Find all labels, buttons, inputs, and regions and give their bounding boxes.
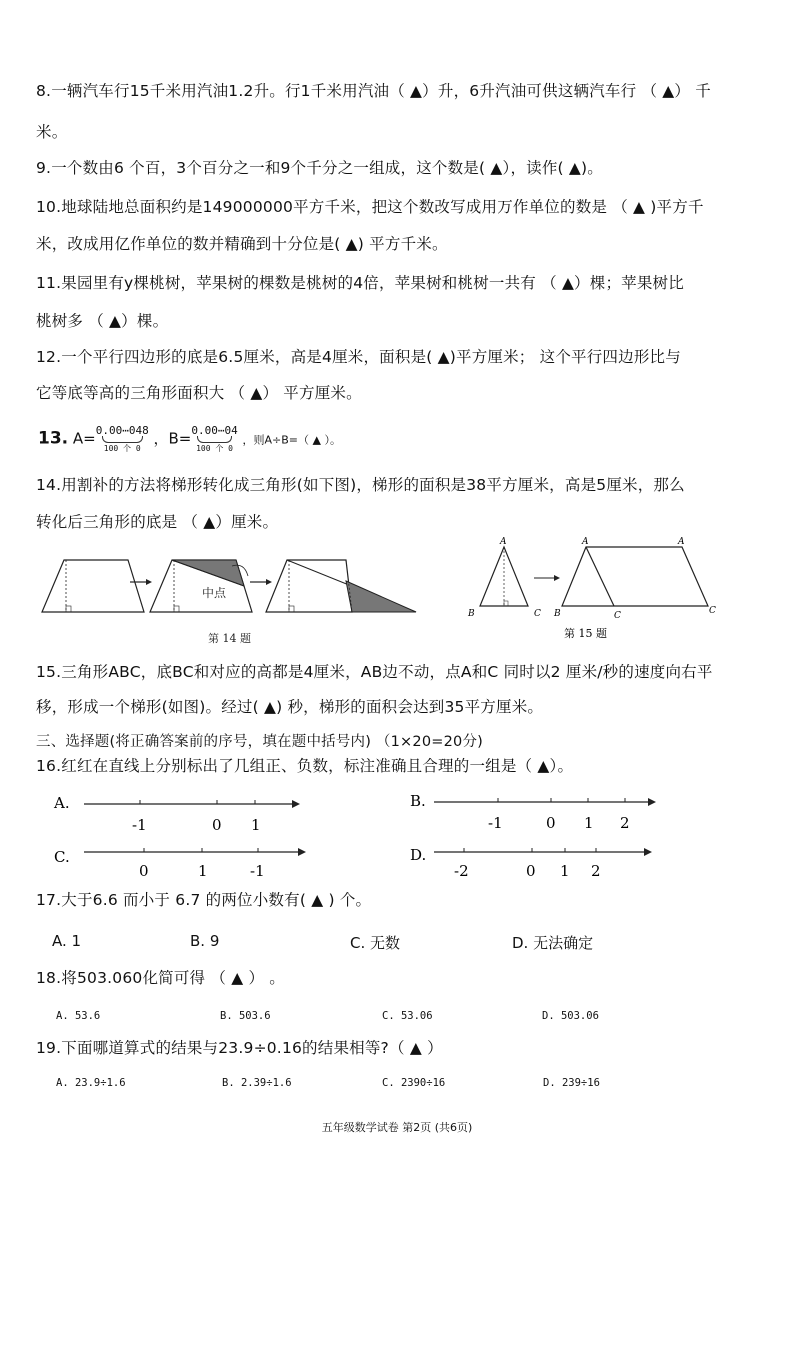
figure-15-label-b2: B	[554, 609, 561, 619]
fraction-a-note: 100 个 0	[103, 444, 141, 453]
section-3-heading: 三、选择题(将正确答案前的序号，填在题中括号内) （1×20=20分)	[36, 734, 484, 750]
numberline-c-tick-label: 0	[139, 862, 149, 880]
numberline-a-tick-label: -1	[132, 816, 147, 834]
figure-15-label-b: B	[468, 609, 475, 619]
q18-option-c[interactable]: C. 53.06	[382, 1010, 433, 1022]
numberline-b-tick-label: -1	[488, 814, 503, 832]
question-14-line1: 14.用割补的方法将梯形转化成三角形(如下图)，梯形的面积是38平方厘米，高是5厘米，那么	[36, 476, 685, 494]
figure-15-label-a-moved: A	[678, 537, 685, 547]
q17-option-d[interactable]: D. 无法确定	[512, 934, 594, 952]
question-13-a-prefix: A=	[72, 429, 96, 448]
q18-option-a[interactable]: A. 53.6	[56, 1010, 101, 1022]
question-10-line1: 10.地球陆地总面积约是149000000平方千米，把这个数改写成用万作单位的数是 （ ▲ )平方千	[36, 198, 704, 216]
question-18: 18.将503.060化简可得 （ ▲ ） 。	[36, 969, 285, 987]
numberline-d-tick-label: 1	[560, 862, 570, 880]
q19-option-a[interactable]: A. 23.9÷1.6	[56, 1077, 126, 1089]
question-17: 17.大于6.6 而小于 6.7 的两位小数有( ▲ ) 个。	[36, 891, 372, 909]
numberline-b-tick-label: 1	[584, 814, 594, 832]
figure-15-label-c-orig: C	[614, 611, 621, 621]
figure-14-caption: 第 14 题	[208, 632, 251, 645]
fraction-b-note: 100 个 0	[196, 444, 233, 453]
q19-option-d[interactable]: D. 239÷16	[543, 1077, 600, 1089]
fraction-a	[96, 425, 149, 453]
q17-option-c[interactable]: C. 无数	[350, 934, 401, 952]
numberline-d-letter: D.	[410, 846, 427, 864]
numberline-a	[52, 788, 312, 838]
figure-15-label-c: C	[534, 609, 541, 619]
figure-15-label-a: A	[500, 537, 507, 547]
figure-15	[460, 535, 730, 645]
question-11-line1: 11.果园里有y棵桃树，苹果树的棵数是桃树的4倍，苹果树和桃树一共有 （ ▲）棵；苹果树比	[36, 274, 684, 292]
figure-15-label-a-orig: A	[582, 537, 589, 547]
question-13	[38, 425, 341, 453]
numberline-b-tick-label: 0	[546, 814, 556, 832]
question-13-b-prefix: ，B=	[153, 429, 192, 448]
question-13-number: 13.	[38, 428, 69, 449]
q18-option-d[interactable]: D. 503.06	[542, 1010, 599, 1022]
numberline-d-tick-label: 0	[526, 862, 536, 880]
question-9: 9.一个数由6 个百，3个百分之一和9个千分之一组成，这个数是( ▲），读作( ▲)。	[36, 159, 603, 177]
q18-option-b[interactable]: B. 503.6	[220, 1010, 271, 1022]
question-19: 19.下面哪道算式的结果与23.9÷0.16的结果相等?（ ▲ ）	[36, 1039, 443, 1057]
numberline-d	[408, 842, 670, 882]
question-16: 16.红红在直线上分别标出了几组正、负数，标注准确且合理的一组是（ ▲）。	[36, 757, 574, 775]
figure-14-midpoint-label: 中点	[202, 586, 227, 600]
q17-option-a[interactable]: A. 1	[52, 932, 82, 950]
numberline-d-tick-label: 2	[591, 862, 601, 880]
numberline-c-tick-label: -1	[250, 862, 265, 880]
question-12-line1: 12.一个平行四边形的底是6.5厘米，高是4厘米，面积是( ▲)平方厘米； 这个平行四边形比与	[36, 348, 681, 366]
question-12-line2: 它等底等高的三角形面积大 （ ▲） 平方厘米。	[36, 384, 362, 402]
numberline-a-letter: A.	[54, 794, 70, 812]
question-8-line2: 米。	[36, 123, 68, 141]
q19-option-b[interactable]: B. 2.39÷1.6	[222, 1077, 292, 1089]
numberline-a-tick-label: 0	[212, 816, 222, 834]
numberline-a-tick-label: 1	[251, 816, 261, 834]
numberline-d-tick-label: -2	[454, 862, 469, 880]
numberline-c	[52, 842, 312, 882]
page-footer: 五年级数学试卷 第2页 (共6页)	[321, 1121, 473, 1134]
question-8-line1: 8.一辆汽车行15千米用汽油1.2升。行1千米用汽油（ ▲）升，6升汽油可供这辆汽车行 （ ▲） 千	[36, 82, 711, 100]
q19-option-c[interactable]: C. 2390÷16	[382, 1077, 446, 1089]
numberline-b-letter: B.	[410, 792, 426, 810]
q17-option-b[interactable]: B. 9	[190, 932, 220, 950]
fraction-a-value: 0.00⋯048	[95, 424, 149, 437]
underbrace	[197, 436, 231, 443]
question-15-line2: 移，形成一个梯形(如图)。经过( ▲) 秒，梯形的面积会达到35平方厘米。	[36, 698, 544, 716]
underbrace	[102, 436, 143, 443]
question-15-line1: 15.三角形ABC，底BC和对应的高都是4厘米，AB边不动，点A和C 同时以2 厘米/秒的速度向右平	[36, 663, 713, 681]
question-13-tail: ，则A÷B=（ ▲ ）。	[242, 433, 341, 447]
figure-14	[36, 548, 426, 648]
numberline-b-tick-label: 2	[620, 814, 630, 832]
fraction-b	[191, 425, 237, 453]
numberline-b	[408, 788, 670, 838]
question-11-line2: 桃树多 （ ▲）棵。	[36, 312, 169, 330]
figure-15-caption: 第 15 题	[564, 627, 607, 640]
numberline-c-letter: C.	[54, 848, 70, 866]
question-10-line2: 米，改成用亿作单位的数并精确到十分位是( ▲) 平方千米。	[36, 235, 448, 253]
question-14-line2: 转化后三角形的底是 （ ▲）厘米。	[36, 513, 279, 531]
fraction-b-value: 0.00⋯04	[191, 424, 238, 437]
figure-15-label-c-moved: C	[709, 606, 716, 616]
numberline-c-tick-label: 1	[198, 862, 208, 880]
